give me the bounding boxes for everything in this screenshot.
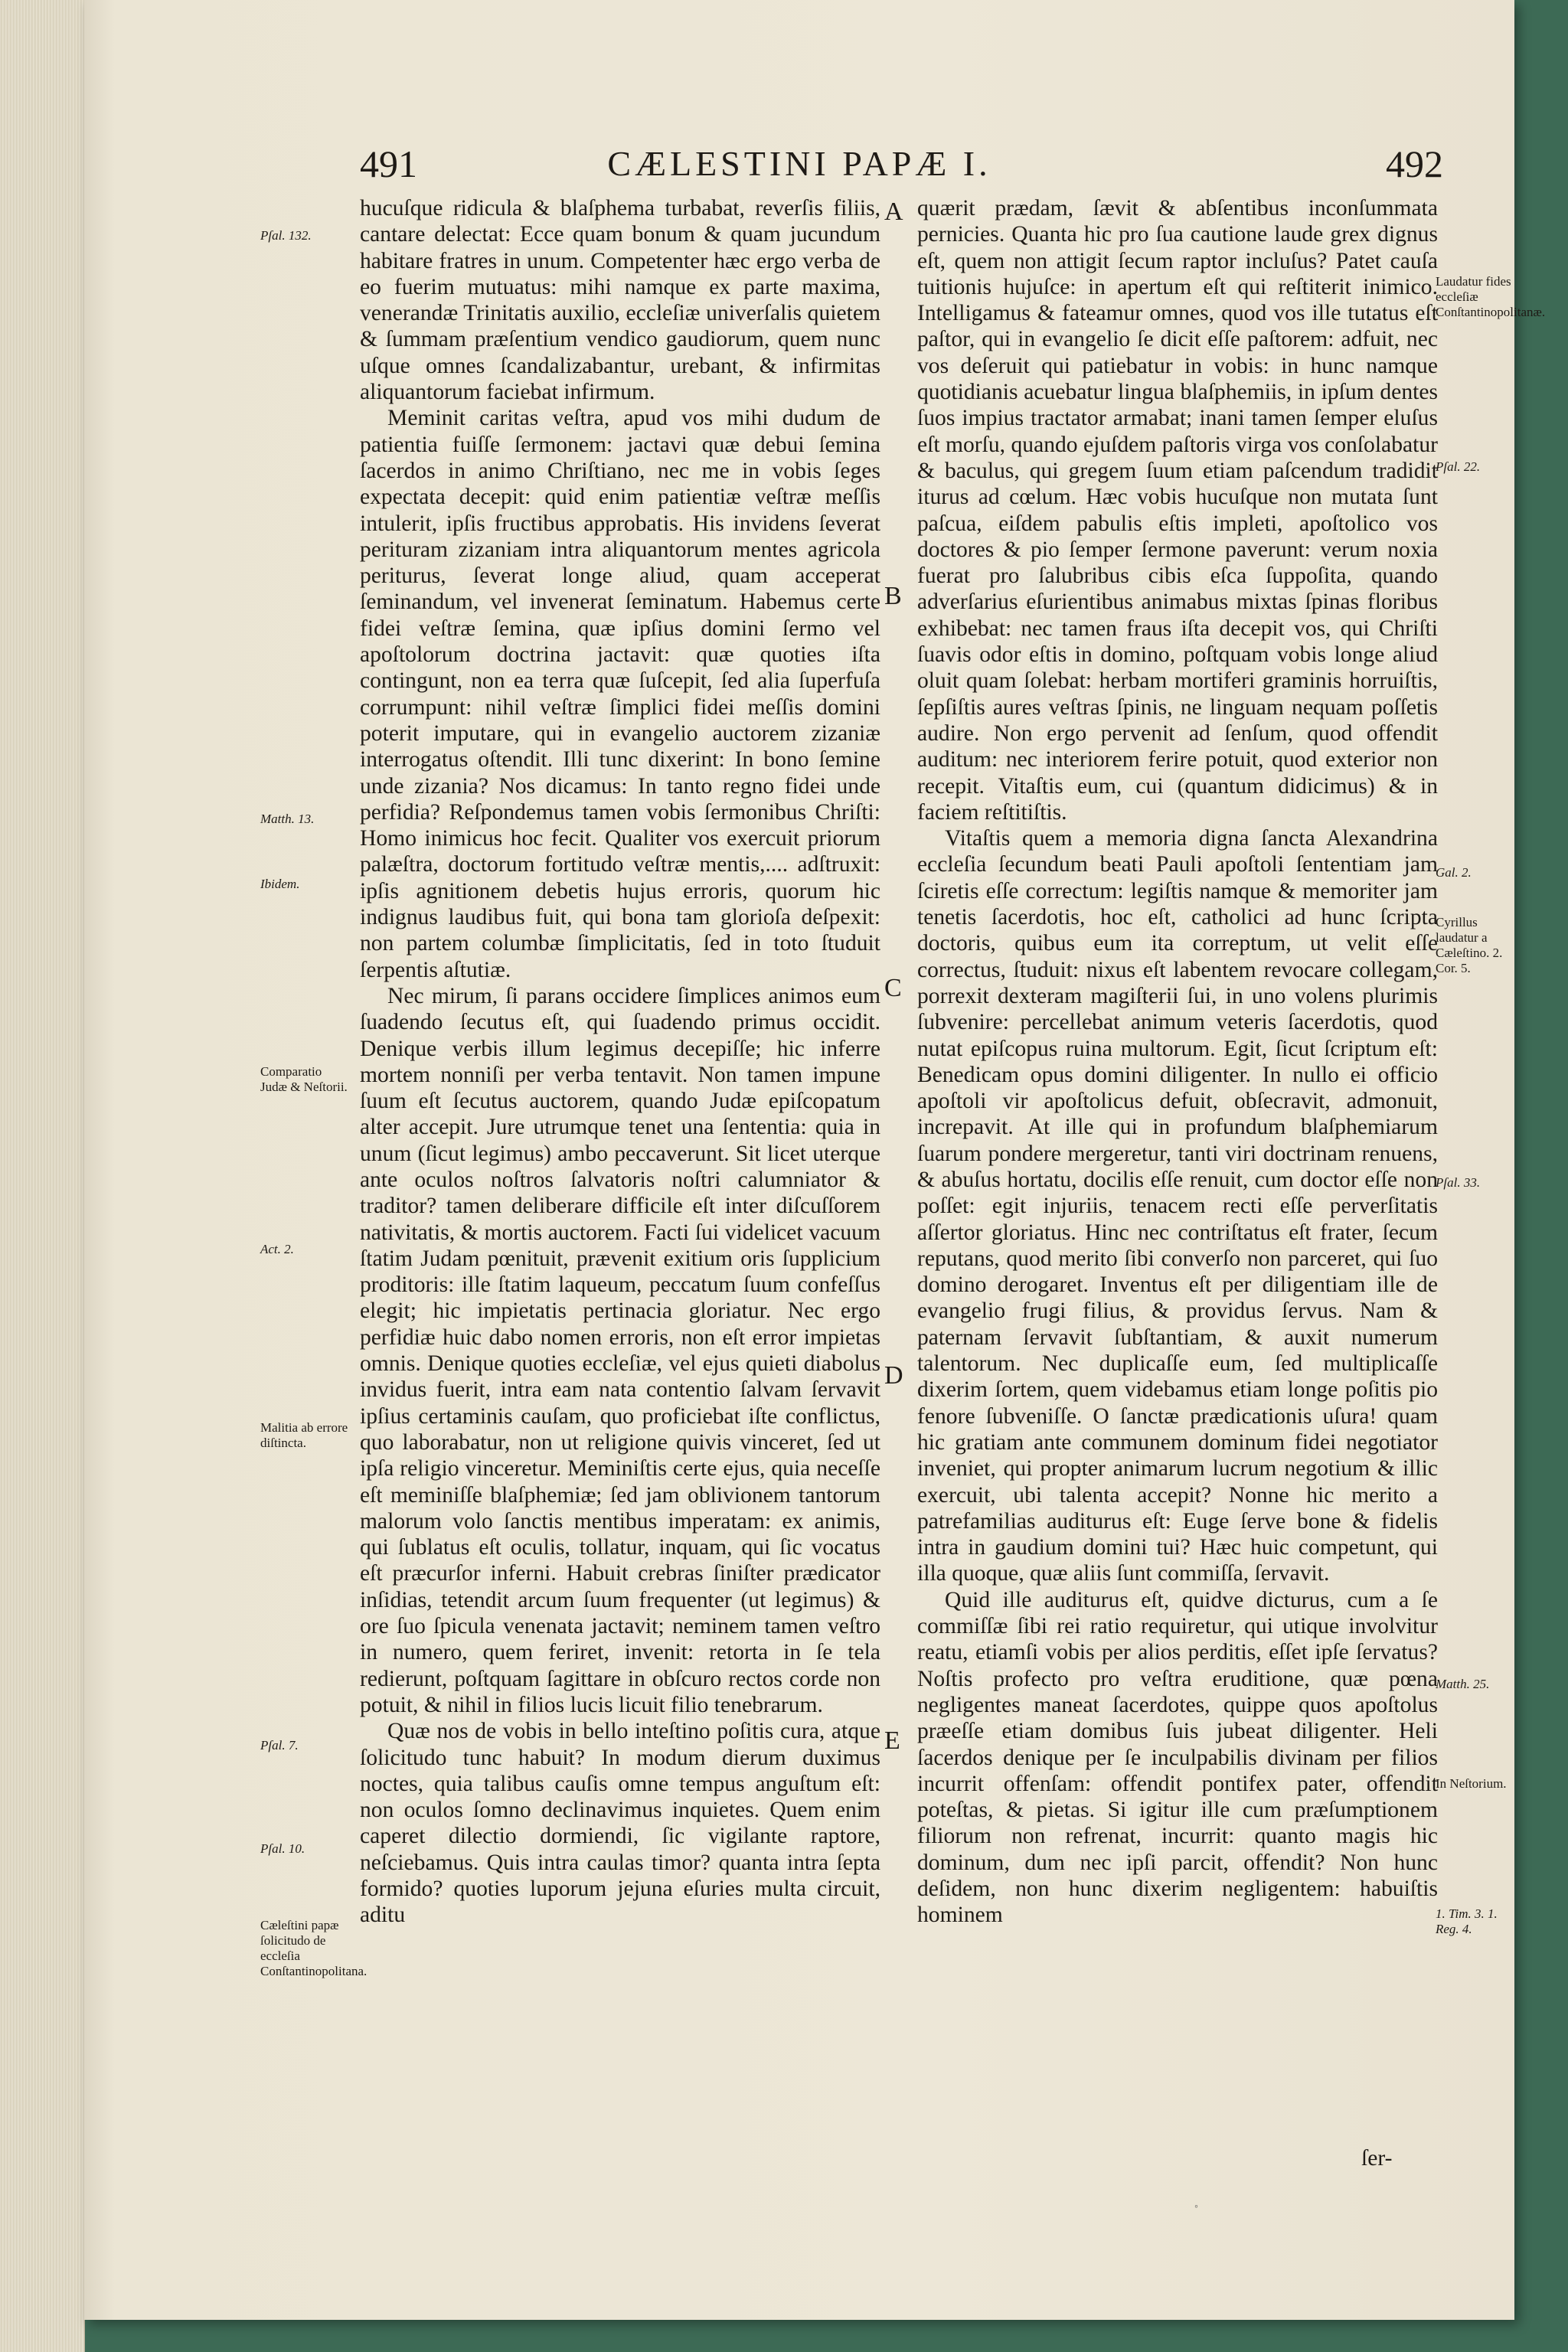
section-letter-b: B [884, 582, 902, 610]
right-text-column [917, 195, 1438, 1929]
margin-note: Matth. 13. [260, 812, 315, 826]
section-letter-e: E [884, 1726, 900, 1755]
margin-note: Pſal. 22. [1436, 459, 1481, 474]
margin-note: Laudatur fides eccleſiæ Conſtantinopolitanæ. [1436, 274, 1546, 319]
running-title: CÆLESTINI PAPÆ I. [607, 144, 991, 183]
catchword: ſer- [1361, 2146, 1393, 2171]
right-paragraph: Quid ille auditurus eſt, quidve dicturus, cum a ſe commiſſæ ſibi rei ratio requiretur, qui utique involvitur reatu, etiamſi vobis per alios perditis, eſſet ipſe ſervatus? Noſtis profecto pro veſtra eruditione, quæ pœna negligentes maneat ſacerdotes, quippe quos apoſtolus præeſſe etiam domibus ſuis jubeat diligenter. Heli ſacerdos denique per ſe inculpabilis divinam per filios incurrit offenſam: offendit pontifex pater, offendit poteſtas, & pietas. Si igitur ille cum præſumptionem filiorum non refrenat, incurrit: quanto magis hic dominum, dum nec ipſi parcit, offendit? Non hunc deſidem, non hunc dixerim negligentem: habuiſtis hominem [917, 1587, 1438, 1928]
left-paragraph: Meminit caritas veſtra, apud vos mihi dudum de patientia fuiſſe ſermonem: jactavi quæ debui ſemina ſacerdos in animo Chriſtiano, nec me in vobis ſeges expectata decepit: quid enim patientiæ veſtræ meſſis intulerit, ipſis fructibus approbatis. His invidens ſeverat perituram zizaniam intra aliquantorum mentes agricola periturus, ſeverat longe aliud, quam acceperat ſeminandum, vel invenerat ſeminatum. Habemus certe fidei veſtræ ſemina, quæ ipſius domini ſermo vel apoſtolorum doctrina jactavit: quæ quoties iſta contingunt, non ea terra quæ ſuſcepit, ſed alia ſuperfuſa corrumpunt: nihil veſtræ ſimplici fidei meſſis domini poterit imputare, qui in evangelio auctorem zizaniæ interrogatus oſtendit. Illi tunc dixerint: In bono ſemine unde zizania? Nos dicamus: In tanto regno fidei unde perfidia? Reſpondemus tamen vobis ſermonibus Chriſti: Homo inimicus hoc fecit. Qualiter vos exercuit priorum palæſtra, doctorum fortitudo veſtræ mentis,.... adſtruxit: ipſis agnitionem debetis hujus erroris, quorum hic indignus laudibus fuit, qui bona tam glorioſa deſpexit: non partem columbæ ſimplicitatis, ſed in toto ſtuduit ſerpentis aſtutiæ. [360, 406, 880, 982]
running-header [84, 142, 1514, 188]
left-page-number: 491 [360, 142, 417, 185]
margin-note: Cyrillus laudatur a Cæleſtino. 2. Cor. 5. [1436, 915, 1503, 975]
section-letter-c: C [884, 974, 902, 1002]
book-page [84, 0, 1546, 2320]
ornament-mark: ◦ [1194, 2201, 1198, 2213]
right-paragraph: quærit prædam, ſævit & abſentibus inconſummata pernicies. Quanta hic pro ſua cautione laude grex dignus eſt, quem non attigit ſecum raptor incluſus? Patet cauſa tuitionis hujuſce: in apertum eſt qui reſtiterit inimico. Intelligamus & fateamur omnes, quod vos ille tutatus eſt paſtor, qui in evangelio ſe dicit eſſe paſtorem: adfuit, nec vos deſeruit qui patiebatur in vobis: in hunc namque quotidianis acuebatur lingua blaſphemiis, in ipſum dentes ſuos impius tractator armabat; inani tamen ſemper eluſus eſt morſu, quando ejuſdem paſtoris virga vos conſolabatur & baculus, qui gregem ſuum etiam paſcendum tradidit iturus ad cœlum. Hæc vobis hucuſque non mutata ſunt paſcua, eiſdem pabulis eſtis impleti, apoſtolico vos doctores & pio ſemper ſermone paverunt: verum noxia fuerat pro ſalubribus cibis eſca ſuppoſita, quando adverſarius eſurientibus animabus mixtas ſpinas floribus exhibebat: nec tamen fraus iſta decepit vos, qui Chriſti ſuavis odor eſtis in domino, poſtquam vobis longe aliud oluit quam ſolebat: herbam mortiferi graminis horruiſtis, ſepſiſtis aures veſtras ſpinis, ne linguam nequam poſſetis audire. Non ergo pervenit ad ſenſum, quod offendit auditum: nec interiorem ferire potuit, quod exterior non recepit. Vitaſtis eum, cui (quantum didicimus) & in faciem reſtitiſtis. [917, 196, 1438, 825]
margin-note: Malitia ab errore diſtincta. [260, 1420, 348, 1450]
margin-note: Pſal. 7. [260, 1738, 299, 1753]
left-paragraph: hucuſque ridicula & blaſphema turbabat, reverſis filiis, cantare delectat: Ecce quam bonum & quam jucundum habitare fratres in unum. Competenter hæc ergo verba de eo fuerim mutuatus: mihi namque ex parte maxima, venerandæ Trinitatis auxilio, eccleſiæ univerſalis quietem & ſummam præſentium vendico gaudiorum, quem nunc uſque omnes ſcandalizabantur, urebant, & infirmitas aliquantorum faciebat infirmum. [360, 196, 880, 405]
section-letter-a: A [884, 198, 903, 226]
margin-note: Cæleſtini papæ ſolicitudo de eccleſia Conſtantinopolitana. [260, 1918, 368, 1978]
section-letter-d: D [884, 1361, 903, 1390]
left-paragraph: Quæ nos de vobis in bello inteſtino poſitis cura, atque ſolicitudo tunc habuit? In modum dierum duximus noctes, quia talibus cauſis omne tempus anguſtum eſt: non oculos ſomno declinavimus inquietes. Quem enim caperet dilectio dormiendi, ſic vigilante raptore, neſciebamus. Quis intra caulas timor? quanta intra ſepta formido? quoties luporum jejuna eſuries multa circuit, aditu [360, 1719, 880, 1928]
right-page-number: 492 [1386, 142, 1443, 185]
right-paragraph: Vitaſtis quem a memoria digna ſancta Alexandrina eccleſia ſecundum beati Pauli apoſtoli ſententiam jam ſciretis eſſe correctum: legiſtis namque & memoriter jam tenetis ſacerdotis, hoc eſt, catholici ad hunc ſcripta doctoris, quibus eum ita correptum, ut velit eſſe correctus, ſtuduit: nixus eſt labentem revocare collegam, porrexit dexteram magiſterii ſui, in uno volens plurimis ſubvenire: percellebat animum veteris ſacerdotis, quod nutat epiſcopus ruina multorum. Egit, ſicut ſcriptum eſt: Benedicam opus domini diligenter. In nullo ei officio apoſtoli vir apoſtolicus defuit, obſecravit, admonuit, increpavit. At ille qui in profundum blaſphemiarum ſuarum pondere mergeretur, tanti viri doctrinam renuens, & abuſus hortatu, docilis eſſe renuit, cum doctor eſſe non poſſet: egit injuriis, tenacem recti eſſe perverſitatis aſſertor gloriatus. Hinc nec contriſtatus eſt frater, ſecum reputans, quod merito ſibi converſo non parceret, qui ſuo domino derogaret. Inventus eſt per diligentiam ille de evangelio frugi filius, & providus ſervus. Nam & paternam ſervavit ſubſtantiam, & auxit numerum talentorum. Nec duplicaſſe eum, ſed multiplicaſſe dixerim ſortem, quem videbamus etiam longe poſitis pio fenore ſubveniſſe. O ſanctæ prædicationis uſura! quam hic gratiam ante communem dominum fidei negotiator inveniet, qui propter animarum lucrum negotium & illic exercuit, ubi talenta accepit? Nonne hic merito a patrefamilias auditurus eſt: Euge ſerve bone & fidelis intra in gaudium domini tui? Hæc huic competunt, qui illa quoque, quæ aliis ſunt commiſſa, ſervavit. [917, 826, 1438, 1586]
margin-note: Matth. 25. [1436, 1677, 1490, 1691]
margin-note: Ibidem. [260, 877, 300, 891]
page-edges [0, 0, 85, 2352]
margin-note: Pſal. 10. [260, 1841, 305, 1856]
margin-note: Pſal. 33. [1436, 1175, 1481, 1190]
left-paragraph: Nec mirum, ſi parans occidere ſimplices animos eum ſuadendo ſecutus eſt, qui ſuadendo primus occidit. Denique verbis illum legimus decepiſſe; hic inferre mortem nonniſi per verba tentavit. Non tamen impune ſuum eſt ſecutus auctorem, quando Judæ epiſcopatum alter accepit. Jure utrumque tenet una ſententia: quia in unum (ſicut legimus) ambo peccaverunt. Sit licet uterque ante oculos noſtros ſalvatoris noſtri calumniator & traditor? tamen deliberare difficile eſt inter diſcuſſorem nativitatis, & mortis auctorem. Facti ſui videlicet vacuum ſtatim Judam pœnituit, prævenit exitium oris ſupplicium proditoris: ille ſtatim laqueum, peccatum ſuum confeſſus elegit; hic impietatis pertinacia gloriatur. Nec ergo perfidiæ huic dabo nomen erroris, non eſt error impietas omnis. Denique quoties eccleſiæ, vel ejus quieti diabolus invidus fuerit, intra eam nata contentio ſalvam ſervavit ipſius certaminis cauſam, quo proficiebat iſte conflictus, quo laborabatur, non ut religione quivis vinceret, ſed ut ipſa religio vinceretur. Meminiſtis certe ejus, quia neceſſe eſt meminiſſe blaſphemiæ; ſed jam oblivionem tantorum malorum volo ſanctis mentibus imperatam: ex animis, qui ſublatus eſt oculis, tollatur, inquam, qui ſic vocatus eſt præcurſor inferni. Habuit crebras ſiniſter prædicator inſidias, tetendit arcum ſuum frequenter (ut legimus) & ore ſuo ſpicula venenata jactavit; neminem tamen veſtro in numero, quem feriret, invenit: retorta in ſe tela redierunt, poſtquam ſagittare in obſcuro rectos corde non potuit, & nihil in filios lucis licuit filio tenebrarum. [360, 983, 880, 1717]
margin-note: Pſal. 132. [260, 228, 312, 243]
margin-note: 1. Tim. 3. 1. Reg. 4. [1436, 1906, 1498, 1936]
left-text-column [360, 195, 880, 1929]
margin-note: Comparatio Judæ & Neſtorii. [260, 1064, 348, 1094]
margin-note: Act. 2. [260, 1242, 294, 1256]
margin-note: Gal. 2. [1436, 865, 1472, 880]
margin-note: In Neſtorium. [1436, 1776, 1507, 1791]
